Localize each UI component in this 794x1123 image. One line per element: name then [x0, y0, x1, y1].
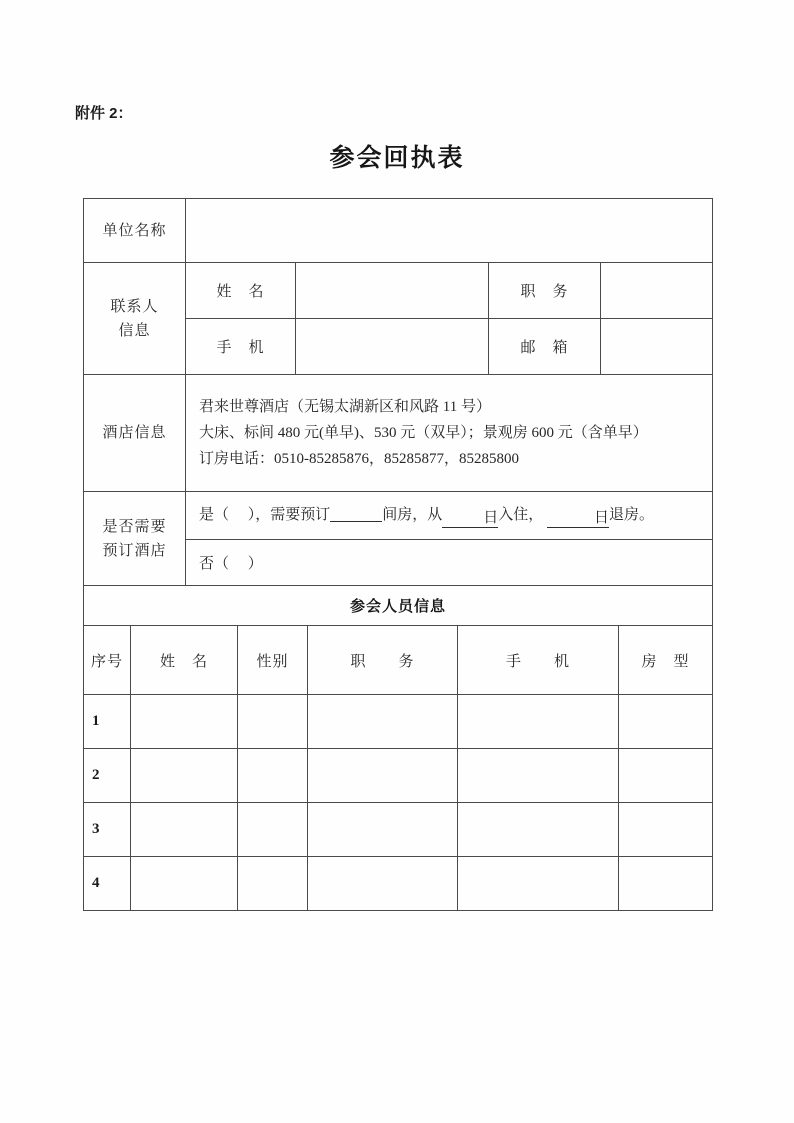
- contact-name-input-cell: [296, 263, 489, 319]
- attendee-position-cell: [308, 857, 458, 911]
- booking-rooms-blank: [330, 503, 382, 522]
- hotel-phone-line: 订房电话：0510-85285876，85285877，85285800: [199, 451, 519, 467]
- hotel-price-line: 大床、标间 480 元(单早)、530 元（双早）；景观房 600 元（含单早）: [199, 425, 648, 441]
- attendee-room-cell: [619, 749, 713, 803]
- booking-checkin-blank: 日: [442, 509, 498, 528]
- col-header-name: 姓 名: [131, 626, 238, 695]
- hotel-name-line: 君来世尊酒店（无锡太湖新区和风路 11 号）: [199, 399, 491, 415]
- hotel-info-cell: [186, 375, 713, 492]
- contact-mobile-label: 手 机: [186, 319, 296, 375]
- attendee-no-cell: 2: [84, 749, 131, 803]
- attendee-no-cell: 3: [84, 803, 131, 857]
- contact-email-label: 邮 箱: [489, 319, 601, 375]
- attendee-name-cell: [131, 803, 238, 857]
- attendee-gender-cell: [238, 857, 308, 911]
- booking-yes-suffix: 退房。: [609, 507, 655, 523]
- attendee-room-cell: [619, 857, 713, 911]
- attendee-position-cell: [308, 695, 458, 749]
- booking-yes-prefix: 是（ ），需要预订: [199, 507, 331, 523]
- contact-info-label: [84, 263, 186, 375]
- contact-mobile-input-cell: [296, 319, 489, 375]
- attendee-position-cell: [308, 803, 458, 857]
- hotel-info-row: [84, 375, 713, 492]
- attendee-room-cell: [619, 803, 713, 857]
- page-title: 参会回执表: [329, 144, 465, 172]
- attendee-mobile-cell: [458, 803, 619, 857]
- booking-yes-row: [84, 492, 713, 540]
- booking-checkout-blank: 日: [547, 509, 609, 528]
- attendee-row-3: [84, 803, 713, 857]
- attendee-name-cell: [131, 695, 238, 749]
- attendee-row-2: [84, 749, 713, 803]
- attendee-no-cell: 4: [84, 857, 131, 911]
- attendee-gender-cell: [238, 695, 308, 749]
- contact-position-input-cell: [601, 263, 713, 319]
- attendee-no-cell: 1: [84, 695, 131, 749]
- registration-table: [83, 198, 713, 586]
- attendee-gender-cell: [238, 749, 308, 803]
- attendee-mobile-cell: [458, 857, 619, 911]
- attendee-name-cell: [131, 749, 238, 803]
- contact-info-label-line2: 信息: [118, 322, 151, 339]
- attendee-row-4: [84, 857, 713, 911]
- booking-label-line2: 预订酒店: [102, 542, 167, 559]
- col-header-gender: 性别: [238, 626, 308, 695]
- attendees-section-title: 参会人员信息: [84, 586, 713, 626]
- booking-yes-mid1: 间房，从: [382, 507, 443, 523]
- col-header-no: 序号: [84, 626, 131, 695]
- contact-email-input-cell: [601, 319, 713, 375]
- contact-info-label-line1: 联系人: [110, 298, 159, 315]
- booking-yes-cell: [186, 492, 713, 540]
- contact-name-row: [84, 263, 713, 319]
- col-header-position: 职 务: [308, 626, 458, 695]
- attendee-gender-cell: [238, 803, 308, 857]
- attachment-label: 附件 2：: [75, 105, 133, 122]
- booking-no-cell: 否（ ）: [186, 540, 713, 586]
- attendees-section-header-row: [84, 586, 713, 626]
- unit-name-input-cell: [186, 199, 713, 263]
- attendee-mobile-cell: [458, 749, 619, 803]
- unit-name-row: [84, 199, 713, 263]
- booking-yes-mid2: 入住，: [498, 507, 544, 523]
- hotel-info-label: 酒店信息: [84, 375, 186, 492]
- attendee-mobile-cell: [458, 695, 619, 749]
- contact-name-label: 姓 名: [186, 263, 296, 319]
- reply-form: [83, 198, 712, 911]
- attendee-name-cell: [131, 857, 238, 911]
- booking-label-line1: 是否需要: [102, 518, 167, 535]
- col-header-room: 房 型: [619, 626, 713, 695]
- col-header-mobile: 手 机: [458, 626, 619, 695]
- contact-position-label: 职 务: [489, 263, 601, 319]
- unit-name-label: 单位名称: [84, 199, 186, 263]
- attendee-position-cell: [308, 749, 458, 803]
- attendees-header-row: [84, 626, 713, 695]
- attendee-row-1: [84, 695, 713, 749]
- booking-label: [84, 492, 186, 586]
- attendee-room-cell: [619, 695, 713, 749]
- attendees-table: [83, 585, 713, 911]
